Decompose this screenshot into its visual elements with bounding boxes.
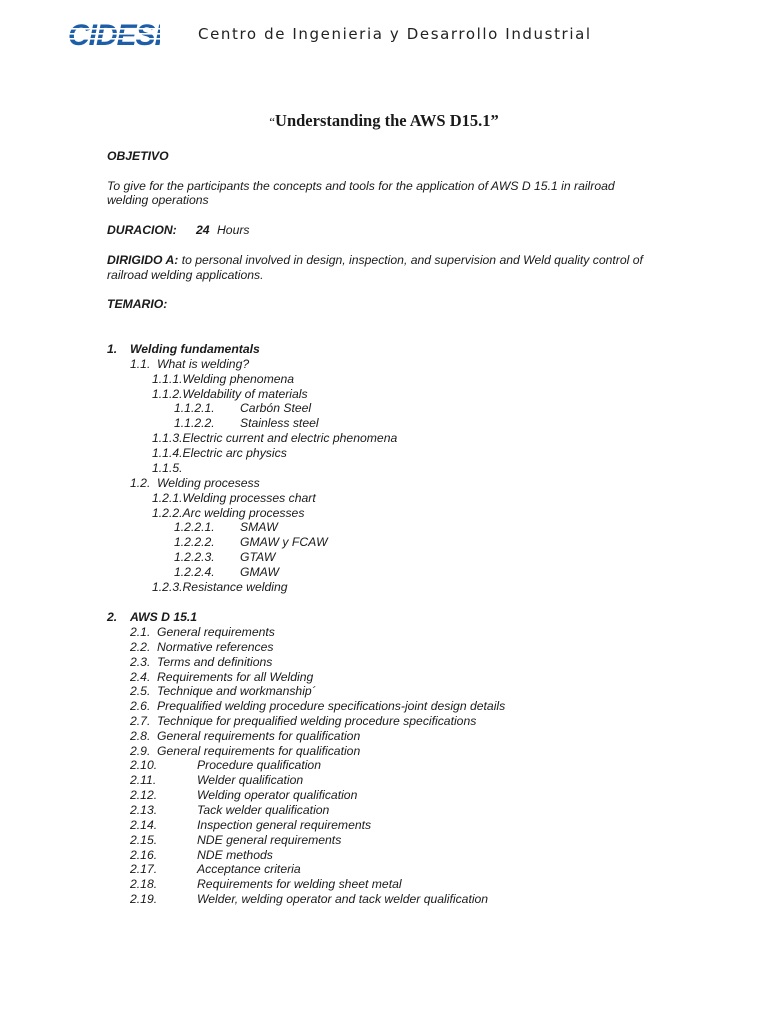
outline-item-text: Resistance welding: [182, 580, 288, 594]
outline-item-text: SMAW: [240, 520, 278, 534]
outline-item-number: 2.2.: [130, 640, 151, 654]
outline-item: [130, 729, 360, 743]
outline-item: [130, 818, 371, 832]
outline-item-text: Terms and definitions: [157, 655, 273, 669]
outline-item: [152, 580, 288, 594]
outline-item-text: Welder, welding operator and tack welder qualification: [197, 892, 489, 906]
outline-item: [130, 476, 260, 490]
outline-item-number: 2.14.: [130, 818, 158, 832]
outline-item-text: What is welding?: [157, 357, 250, 371]
outline-item-number: 1.2.1.: [152, 491, 183, 505]
outline-item: [152, 431, 397, 445]
outline-item: [174, 520, 278, 534]
outline-item: [152, 461, 183, 475]
temario-label: TEMARIO:: [107, 297, 168, 311]
outline-item: [130, 670, 313, 684]
outline-item-number: 1.2.2.1.: [174, 520, 215, 534]
outline-item-text: General requirements for qualification: [157, 729, 361, 743]
outline-item: [130, 699, 505, 713]
dirigido-text: to personal involved in design, inspection, and supervision and Weld quality control of: [178, 253, 643, 267]
outline-item-number: 2.4.: [130, 670, 151, 684]
outline-item: [130, 357, 249, 371]
outline-item: [130, 848, 273, 862]
outline-item: [174, 535, 328, 549]
outline-item: [107, 610, 197, 624]
outline-item-number: 1.1.2.2.: [174, 416, 215, 430]
outline-item: [174, 550, 275, 564]
outline-item: [130, 877, 402, 891]
dirigido-label: DIRIGIDO A:: [107, 253, 179, 267]
outline-item-number: 2.8.: [130, 729, 151, 743]
outline-item-text: Welding phenomena: [182, 372, 295, 386]
outline-item: [152, 387, 308, 401]
outline-item: [130, 714, 476, 728]
outline-item-number: 2.10.: [130, 758, 158, 772]
outline-item-text: Technique for prequalified welding procedure specifications: [157, 714, 477, 728]
outline-item-number: 2.19.: [130, 892, 158, 906]
title-open-quote: “: [269, 114, 276, 129]
outline-item: [152, 446, 287, 460]
outline-item-text: GMAW y FCAW: [240, 535, 328, 549]
outline-item-text: Weldability of materials: [182, 387, 308, 401]
outline-item-number: 1.2.2.: [152, 506, 183, 520]
outline-item-text: AWS D 15.1: [130, 610, 198, 624]
dirigido-line-2: railroad welding applications.: [107, 268, 264, 282]
outline-item-text: Arc welding processes: [182, 506, 305, 520]
outline-item-number: 2.18.: [130, 877, 158, 891]
outline-item-number: 2.16.: [130, 848, 158, 862]
outline-item-number: 1.1.3.: [152, 431, 183, 445]
outline-item-text: Prequalified welding procedure specifications-joint design details: [157, 699, 506, 713]
duracion-label: DURACION:: [107, 223, 177, 237]
outline-item-number: 2.5.: [130, 684, 151, 698]
outline-item-number: 1.: [107, 342, 118, 356]
outline-item-text: Electric arc physics: [182, 446, 287, 460]
outline-item-number: 1.1.1.: [152, 372, 183, 386]
outline-item: [152, 372, 294, 386]
objetivo-line-1: To give for the participants the concepts and tools for the application of AWS D 15.1 in railroad: [107, 179, 615, 193]
outline-item: [174, 565, 279, 579]
outline-item-number: 2.12.: [130, 788, 158, 802]
outline-item: [130, 773, 303, 787]
outline-item: [130, 803, 329, 817]
outline-item-number: 2.7.: [130, 714, 151, 728]
title-text: Understanding the AWS D15.1”: [275, 111, 499, 130]
outline-item-number: 1.2.: [130, 476, 151, 490]
outline-item-number: 1.2.2.4.: [174, 565, 215, 579]
outline-item-number: 2.9.: [130, 744, 151, 758]
outline-item: [130, 892, 488, 906]
objetivo-label: OBJETIVO: [107, 149, 169, 163]
outline-item-number: 2.: [107, 610, 118, 624]
outline-item: [152, 506, 304, 520]
outline-item-text: Stainless steel: [240, 416, 319, 430]
outline-item-number: 1.1.4.: [152, 446, 183, 460]
outline-item-text: General requirements: [157, 625, 275, 639]
outline-item-text: Requirements for welding sheet metal: [197, 877, 402, 891]
organization-name: Centro de Ingenieria y Desarrollo Industrial: [198, 25, 592, 43]
outline-item-text: Inspection general requirements: [197, 818, 372, 832]
outline-item-text: Welder qualification: [197, 773, 304, 787]
outline-item-text: Procedure qualification: [197, 758, 321, 772]
outline-item-number: 1.1.2.: [152, 387, 183, 401]
outline-item-text: Requirements for all Welding: [157, 670, 314, 684]
outline-item-number: 2.13.: [130, 803, 158, 817]
outline-item: [130, 833, 341, 847]
outline-item: [130, 625, 275, 639]
outline-item-text: Electric current and electric phenomena: [182, 431, 398, 445]
outline-item-text: Normative references: [157, 640, 274, 654]
outline-item: [130, 788, 357, 802]
document-title: [0, 111, 768, 131]
outline-item-text: GMAW: [240, 565, 280, 579]
outline-item-text: Technique and workmanship´: [157, 684, 316, 698]
outline-item: [174, 401, 311, 415]
outline-item-number: 2.11.: [130, 773, 157, 787]
duracion-unit: Hours: [217, 223, 250, 237]
outline-item: [152, 491, 316, 505]
cidesi-logo: [68, 18, 160, 50]
outline-item-number: 2.6.: [130, 699, 151, 713]
duracion-value: 24: [196, 223, 210, 237]
objetivo-line-2: welding operations: [107, 193, 209, 207]
header: [68, 18, 160, 50]
outline-item-text: NDE methods: [197, 848, 273, 862]
outline-item-text: Welding fundamentals: [130, 342, 260, 356]
outline-item-number: 2.15.: [130, 833, 158, 847]
outline-item-text: Welding operator qualification: [197, 788, 358, 802]
outline-item-text: GTAW: [240, 550, 276, 564]
outline-item-text: Welding processes chart: [182, 491, 316, 505]
outline-item-number: 1.2.3.: [152, 580, 183, 594]
outline-item-number: 1.1.: [130, 357, 151, 371]
outline-item: [174, 416, 319, 430]
outline-item-text: Welding procesess: [157, 476, 260, 490]
outline-item-number: 1.1.5.: [152, 461, 183, 475]
outline-item-text: Tack welder qualification: [197, 803, 330, 817]
outline-item: [130, 758, 321, 772]
outline-item-text: Acceptance criteria: [197, 862, 301, 876]
outline-item: [130, 640, 274, 654]
outline-item: [130, 744, 360, 758]
outline-item-text: Carbón Steel: [240, 401, 312, 415]
outline-item-number: 2.3.: [130, 655, 151, 669]
outline-item: [107, 342, 260, 356]
outline-item-number: 2.17.: [130, 862, 158, 876]
outline-item-text: NDE general requirements: [197, 833, 342, 847]
outline-item-number: 2.1.: [130, 625, 151, 639]
outline-item: [130, 862, 301, 876]
outline-item-number: 1.2.2.2.: [174, 535, 215, 549]
outline-item-number: 1.2.2.3.: [174, 550, 215, 564]
outline-item-text: General requirements for qualification: [157, 744, 361, 758]
outline-item: [130, 684, 316, 698]
outline-item: [130, 655, 272, 669]
outline-item-number: 1.1.2.1.: [174, 401, 215, 415]
dirigido-line-1: [107, 253, 643, 268]
